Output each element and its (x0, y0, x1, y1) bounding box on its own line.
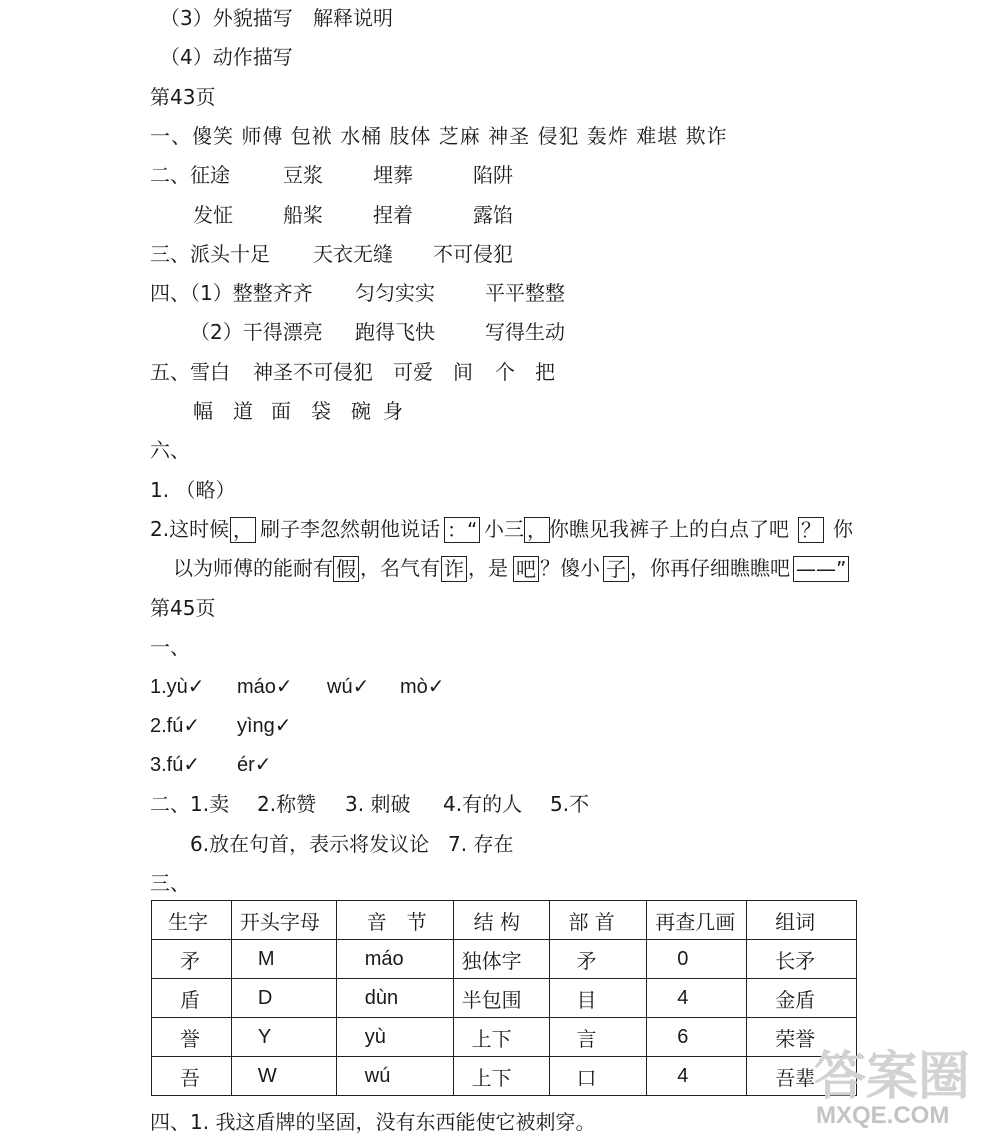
table-cell: 言 (550, 1018, 647, 1057)
section-6-heading: 六、 (150, 438, 190, 462)
table-row (152, 979, 857, 1018)
answer-page: （3）外貌描写 解释说明 （4）动作描写 第43页 一、傻笑 师傅 包袱 水桶 肢体 芝麻 神圣 侵犯 轰炸 难堪 欺诈 二、征途 豆浆 埋葬 陷阱 发怔 船桨 捏着 露馅 三、派头十足 天衣无缝 不可侵犯 四、（1）整整齐齐 匀匀实实 平平整整 （2）干得漂亮 跑得飞快 写得生动 五、雪白 神圣不可侵犯 可爱 间 个 把 幅 道 面 袋 碗 身 六、 1. （略） 2.这时候 ， 刷子李忽然朝他说话 ：“ 小三 ， 你瞧见我裤子上的白点了吧 ？ 你 以为师傅的能耐有 假 ，名气有 诈 ，是 吧 ？傻小 子 ，你再仔细瞧瞧吧 ——” 第45页 一、 1.yù✓ máo✓ wú✓ mò✓ 2.fú✓ yìng✓ 3.fú✓ ér✓ 二、1.卖 2.称赞 3. 刺破 4.有的人 5.不 6.放在句首，表示将发议论 7. 存在 三、 生字 开头字母 音 节 结 构 部 首 再查几画 组词 矛 M máo 独体字 矛 0 长矛 盾 D dùn 半包围 目 4 金盾 誉 Y yù 上下 言 6 荣誉 吾 W wú 上下 口 4 吾辈 四、1. 我这盾牌的坚固，没有东西能使它被刺穿。 答案圈 MXQE.COM (0, 0, 1000, 1135)
table-cell: 金盾 (747, 979, 857, 1018)
character-table (151, 900, 857, 1096)
table-cell: 誉 (152, 1018, 232, 1057)
table-cell: máo (336, 940, 453, 979)
table-cell: 4 (647, 1057, 747, 1096)
table-cell: W (231, 1057, 336, 1096)
page-heading-43: 第43页 (150, 85, 216, 109)
table-cell: 半包围 (453, 979, 550, 1018)
table-cell: 吾 (152, 1057, 232, 1096)
watermark-logo-text: 答案圈 (814, 1047, 971, 1107)
section-6-item-1: 1. （略） (150, 478, 236, 502)
table-cell: D (231, 979, 336, 1018)
table-cell: yù (336, 1018, 453, 1057)
table-cell: 上下 (453, 1018, 550, 1057)
table-cell: wú (336, 1057, 453, 1096)
table-row (152, 940, 857, 979)
section-3-p45-heading: 三、 (150, 871, 190, 895)
section-4-p45-sentence: 四、1. 我这盾牌的坚固，没有东西能使它被刺穿。 (150, 1110, 596, 1134)
table-cell: Y (231, 1018, 336, 1057)
table-header-cell: 组词 (747, 901, 857, 940)
table-row (152, 1057, 857, 1096)
table-cell: 独体字 (453, 940, 550, 979)
table-cell: 6 (647, 1018, 747, 1057)
table-cell: 矛 (550, 940, 647, 979)
table-cell: 长矛 (747, 940, 857, 979)
table-cell: 0 (647, 940, 747, 979)
table-cell: 矛 (152, 940, 232, 979)
table-cell: 目 (550, 979, 647, 1018)
table-cell: 上下 (453, 1057, 550, 1096)
table-cell: 盾 (152, 979, 232, 1018)
table-cell: 荣誉 (747, 1018, 857, 1057)
table-header-cell: 开头字母 (231, 901, 336, 940)
table-header-cell: 再查几画 (647, 901, 747, 940)
table-cell: M (231, 940, 336, 979)
table-header-cell: 结 构 (453, 901, 550, 940)
table-cell: 吾辈 (747, 1057, 857, 1096)
table-header-row (152, 901, 857, 940)
table-header-cell: 部 首 (550, 901, 647, 940)
table-header-cell: 音 节 (336, 901, 453, 940)
table-cell: 4 (647, 979, 747, 1018)
watermark-url: MXQE.COM (816, 1102, 950, 1129)
table-cell: 口 (550, 1057, 647, 1096)
section-1-words: 一、傻笑 师傅 包袱 水桶 肢体 芝麻 神圣 侵犯 轰炸 难堪 欺诈 (150, 124, 728, 148)
page-heading-45: 第45页 (150, 596, 216, 620)
section-1-heading-p45: 一、 (150, 635, 190, 659)
table-cell: dùn (336, 979, 453, 1018)
table-row (152, 1018, 857, 1057)
table-header-cell: 生字 (152, 901, 232, 940)
